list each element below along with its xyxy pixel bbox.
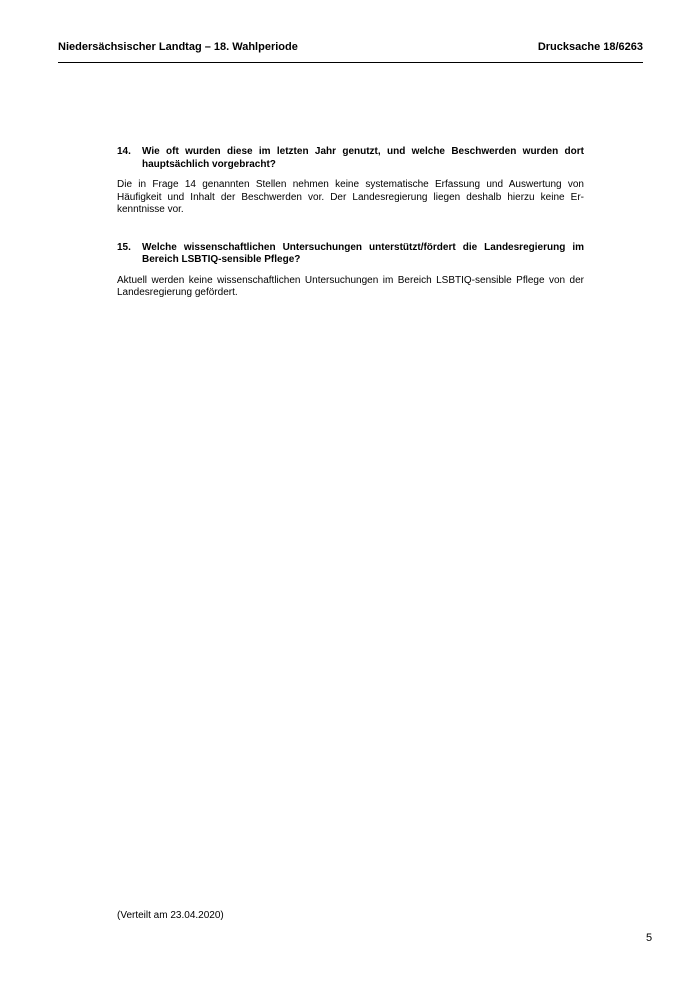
header-parliament-title: Niedersächsischer Landtag – 18. Wahlperiode	[58, 41, 298, 53]
question-text: Wie oft wurden diese im letzten Jahr genutzt, und welche Beschwerden wurden dort hauptsächlich vorgebracht?	[142, 146, 584, 170]
spacer	[117, 217, 584, 242]
qa-item-14	[117, 146, 584, 217]
page-number: 5	[646, 932, 653, 944]
answer-14: Die in Frage 14 genannten Stellen nehmen keine systematische Erfassung und Auswertung von Häufigkeit und Inhalt der Beschwerden vor. Der Landesregierung liegen deshalb hierzu keine Erkenntnisse vor.	[117, 179, 584, 215]
header-document-number: Drucksache 18/6263	[537, 41, 643, 53]
question-number: 15.	[117, 241, 131, 253]
page-header	[58, 41, 643, 63]
qa-item-15	[117, 242, 584, 300]
question-14	[117, 146, 584, 171]
document-body	[117, 146, 584, 300]
question-15	[117, 242, 584, 267]
question-number: 14.	[117, 146, 131, 157]
answer-15: Aktuell werden keine wissenschaftlichen Untersuchungen im Bereich LSBTIQ-sensible Pflege von der Landesregierung gefördert.	[117, 274, 584, 298]
distribution-date-note: (Verteilt am 23.04.2020)	[117, 910, 224, 921]
question-text: Welche wissenschaftlichen Untersuchungen unterstützt/fördert die Landesregierung im Bereich LSBTIQ-sensible Pflege?	[142, 241, 584, 265]
